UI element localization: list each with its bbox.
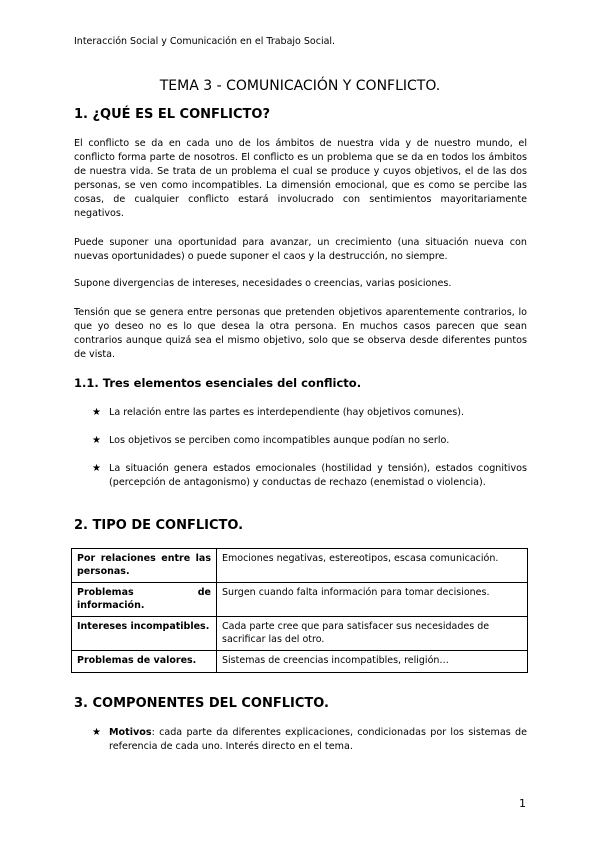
bullet-body: : cada parte da diferentes explicaciones, condicionadas por los sistemas de referencia de cada uno. Interés directo en el tema. <box>109 727 527 752</box>
table-row <box>72 651 528 673</box>
page-header: Interacción Social y Comunicación en el Trabajo Social. <box>74 36 336 47</box>
paragraph: Puede suponer una oportunidad para avanzar, un crecimiento (una situación nueva con nuevas oportunidades) o puede suponer el caos y la destrucción, no siempre. <box>74 237 527 262</box>
list-item-text: La situación genera estados emocionales (hostilidad y tensión), estados cognitivos (percepción de antagonismo) y conductas de rechazo (enemistad o violencia). <box>109 463 527 488</box>
list-item-text: Los objetivos se perciben como incompatibles aunque podían no serlo. <box>109 435 450 446</box>
table-cell-type: Por relaciones entre las personas. <box>72 549 217 583</box>
table-cell-desc: Cada parte cree que para satisfacer sus necesidades de sacrificar las del otro. <box>217 617 528 651</box>
star-icon: ★ <box>92 463 101 474</box>
paragraph: Supone divergencias de intereses, necesidades o creencias, varias posiciones. <box>74 278 452 289</box>
table-row <box>72 549 528 583</box>
table-cell-type: Problemas de información. <box>72 583 217 617</box>
list-item <box>92 406 527 420</box>
section-2-heading: 2. TIPO DE CONFLICTO. <box>74 518 244 533</box>
section-1-1-heading: 1.1. Tres elementos esenciales del conflicto. <box>74 376 362 390</box>
section-1-heading: 1. ¿QUÉ ES EL CONFLICTO? <box>74 107 270 122</box>
list-item <box>92 726 527 753</box>
table-cell-type: Problemas de valores. <box>72 651 217 673</box>
table-cell-type: Intereses incompatibles. <box>72 617 217 651</box>
paragraph: El conflicto se da en cada uno de los ámbitos de nuestra vida y de nuestro mundo, el conflicto forma parte de nosotros. El conflicto es un problema que se da en todos los ámbitos de nuestra vida. Se trata de un problema el cual se produce y cuyos objetivos, el de las dos personas, se ven como incompatibles. La dimensión emocional, que es como se percibe las cosas, de cualquier conflicto estará involucrado con sentimientos mayoritariamente negativos. <box>74 138 527 219</box>
table-cell-desc: Sistemas de creencias incompatibles, religión… <box>217 651 528 673</box>
list-item <box>92 434 527 448</box>
table-row <box>72 617 528 651</box>
document-title: TEMA 3 - COMUNICACIÓN Y CONFLICTO. <box>159 78 441 94</box>
list-item <box>92 462 527 489</box>
bullet-label: Motivos <box>109 727 152 738</box>
table-row <box>72 583 528 617</box>
table-cell-desc: Surgen cuando falta información para tomar decisiones. <box>217 583 528 617</box>
section-3-heading: 3. COMPONENTES DEL CONFLICTO. <box>74 696 329 711</box>
star-icon: ★ <box>92 727 101 738</box>
star-icon: ★ <box>92 407 101 418</box>
paragraph: Tensión que se genera entre personas que pretenden objetivos aparentemente contrarios, lo que yo deseo no es lo que desea la otra persona. En muchos casos parecen que sean contrarios aunque quizá sea el mismo objetivo, solo que se observa desde diferentes puntos de vista. <box>74 307 527 360</box>
list-item-text <box>109 726 527 753</box>
page-number: 1 <box>519 797 526 810</box>
star-icon: ★ <box>92 435 101 446</box>
list-item-text: La relación entre las partes es interdependiente (hay objetivos comunes). <box>109 407 465 418</box>
table-cell-desc: Emociones negativas, estereotipos, escasa comunicación. <box>217 549 528 583</box>
conflict-types-table <box>71 548 528 673</box>
